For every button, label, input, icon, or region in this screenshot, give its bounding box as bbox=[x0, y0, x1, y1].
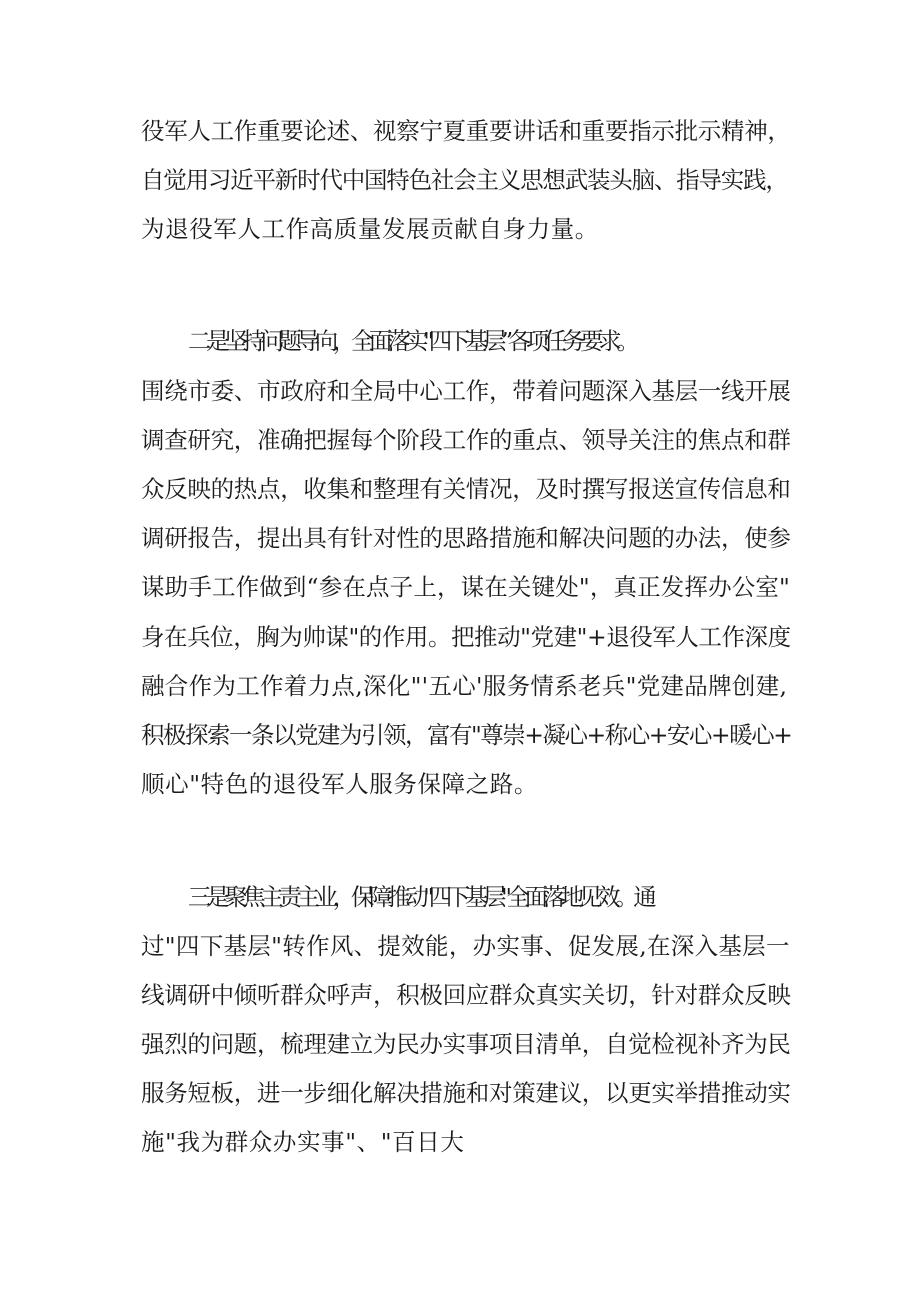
text-line: 线调研中倾听群众呼声，积极回应群众真实关切，针对群众反映 bbox=[141, 981, 791, 1009]
paragraph-start-line: 二是坚持问题导向，全面落实"四下基层”各项任务要求。 bbox=[188, 327, 635, 355]
text-line: 围绕市委、市政府和全局中心工作，带着问题深入基层一线开展 bbox=[141, 377, 791, 405]
text-line: 众反映的热点，收集和整理有关情况，及时撰写报送宣传信息和 bbox=[141, 475, 791, 503]
paragraph-start-line: 三是聚焦主责主业，保障推动"四下基层"全面落地见效。通 bbox=[188, 883, 652, 911]
text-line: 谋助手工作做到“参在点子上，谋在关键处"，真正发挥办公室" bbox=[141, 573, 790, 601]
text-line: 役军人工作重要论述、视察宁夏重要讲话和重要指示批示精神， bbox=[141, 117, 791, 145]
text-line: 积极探索一条以党建为引领，富有"尊崇+凝心+称心+安心+暖心+ bbox=[141, 721, 792, 749]
text-line: 身在兵位，胸为帅谋"的作用。把推动"党建"+退役军人工作深度 bbox=[141, 623, 791, 651]
text-line: 自觉用习近平新时代中国特色社会主义思想武装头脑、指导实践， bbox=[141, 166, 788, 194]
text-line: 调查研究，准确把握每个阶段工作的重点、领导关注的焦点和群 bbox=[141, 426, 791, 454]
text-line: 为退役军人工作高质量发展贡献自身力量。 bbox=[141, 215, 599, 243]
text-line: 施"我为群众办实事"、"百日大 bbox=[141, 1128, 465, 1156]
text-line: 调研报告，提出具有针对性的思路措施和解决问题的办法，使参 bbox=[141, 524, 791, 552]
text-line: 服务短板，进一步细化解决措施和对策建议，以更实举措推动实 bbox=[141, 1079, 791, 1107]
text-line: 融合作为工作着力点,深化"'五心'服务情系老兵"党建品牌创建, bbox=[141, 672, 788, 700]
text-line: 顺心"特色的退役军人服务保障之路。 bbox=[141, 770, 539, 798]
text-line: 强烈的问题，梳理建立为民办实事项目清单，自觉检视补齐为民 bbox=[141, 1030, 791, 1058]
text-line: 过"四下基层"转作风、提效能，办实事、促发展,在深入基层一 bbox=[141, 932, 790, 960]
